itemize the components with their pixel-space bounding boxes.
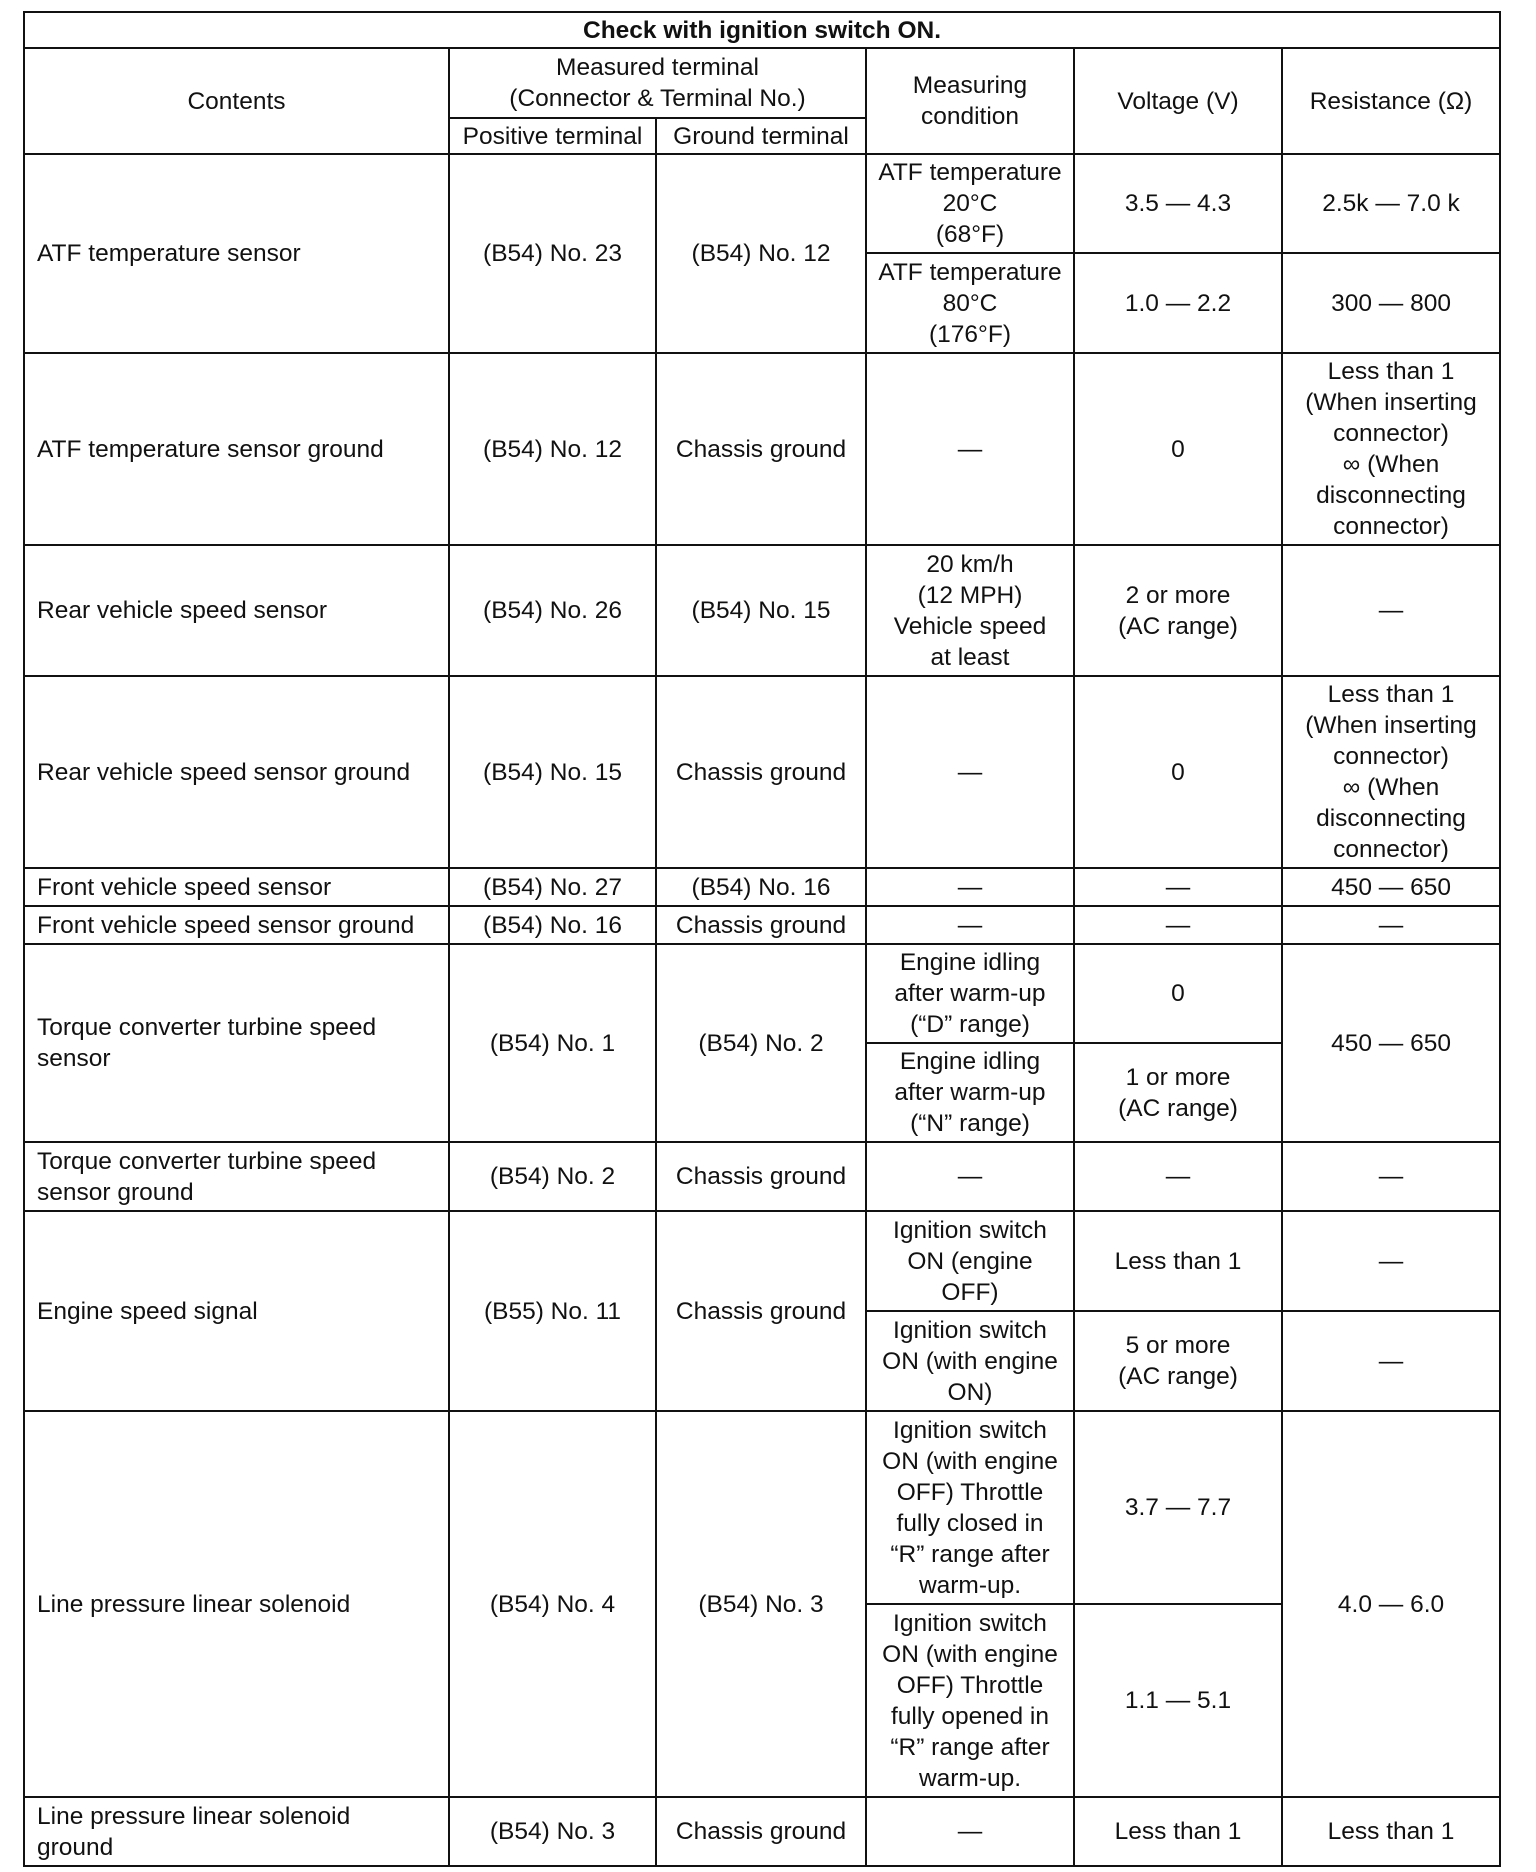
cell-ground-terminal: (B54) No. 16 bbox=[656, 868, 866, 906]
cell-condition: Ignition switch ON (engine OFF) bbox=[866, 1211, 1074, 1311]
cell-ground-terminal: Chassis ground bbox=[656, 1211, 866, 1411]
cell-condition: ATF temperature 80°C (176°F) bbox=[866, 253, 1074, 353]
cell-contents: Front vehicle speed sensor bbox=[24, 868, 449, 906]
cell-resistance: Less than 1 (When inserting connector) ∞ (When disconnecting connector) bbox=[1282, 353, 1500, 545]
cell-contents: Rear vehicle speed sensor ground bbox=[24, 676, 449, 868]
cell-resistance: — bbox=[1282, 1311, 1500, 1411]
cell-positive-terminal: (B54) No. 12 bbox=[449, 353, 656, 545]
cell-contents: Front vehicle speed sensor ground bbox=[24, 906, 449, 944]
table-row bbox=[24, 1411, 1500, 1604]
cell-condition: Ignition switch ON (with engine OFF) Throttle fully opened in “R” range after warm-up. bbox=[866, 1604, 1074, 1797]
cell-condition: ATF temperature 20°C (68°F) bbox=[866, 154, 1074, 253]
cell-voltage: Less than 1 bbox=[1074, 1797, 1282, 1866]
cell-positive-terminal: (B54) No. 23 bbox=[449, 154, 656, 353]
cell-voltage: 1.1 — 5.1 bbox=[1074, 1604, 1282, 1797]
spec-table-container bbox=[23, 11, 1499, 1867]
cell-resistance: Less than 1 bbox=[1282, 1797, 1500, 1866]
cell-condition: — bbox=[866, 868, 1074, 906]
cell-resistance: — bbox=[1282, 1211, 1500, 1311]
cell-ground-terminal: (B54) No. 12 bbox=[656, 154, 866, 353]
header-measured-terminal: Measured terminal (Connector & Terminal No.) bbox=[449, 48, 866, 118]
cell-positive-terminal: (B54) No. 27 bbox=[449, 868, 656, 906]
cell-ground-terminal: Chassis ground bbox=[656, 353, 866, 545]
table-row bbox=[24, 353, 1500, 545]
cell-voltage: — bbox=[1074, 868, 1282, 906]
cell-voltage: 5 or more (AC range) bbox=[1074, 1311, 1282, 1411]
table-row bbox=[24, 868, 1500, 906]
terminal-check-table bbox=[23, 11, 1501, 1867]
cell-contents: Torque converter turbine speed sensor bbox=[24, 944, 449, 1142]
cell-ground-terminal: Chassis ground bbox=[656, 1142, 866, 1211]
cell-contents: ATF temperature sensor bbox=[24, 154, 449, 353]
cell-ground-terminal: Chassis ground bbox=[656, 906, 866, 944]
cell-resistance: 450 — 650 bbox=[1282, 944, 1500, 1142]
table-row bbox=[24, 676, 1500, 868]
cell-voltage: 3.7 — 7.7 bbox=[1074, 1411, 1282, 1604]
header-measuring-condition: Measuring condition bbox=[866, 48, 1074, 154]
cell-voltage: 0 bbox=[1074, 676, 1282, 868]
cell-voltage: 0 bbox=[1074, 353, 1282, 545]
header-voltage: Voltage (V) bbox=[1074, 48, 1282, 154]
header-resistance: Resistance (Ω) bbox=[1282, 48, 1500, 154]
cell-voltage: 2 or more (AC range) bbox=[1074, 545, 1282, 676]
cell-positive-terminal: (B54) No. 4 bbox=[449, 1411, 656, 1797]
cell-resistance: — bbox=[1282, 545, 1500, 676]
cell-positive-terminal: (B54) No. 2 bbox=[449, 1142, 656, 1211]
cell-positive-terminal: (B55) No. 11 bbox=[449, 1211, 656, 1411]
cell-condition: — bbox=[866, 906, 1074, 944]
cell-condition: Engine idling after warm-up (“N” range) bbox=[866, 1043, 1074, 1142]
cell-contents: ATF temperature sensor ground bbox=[24, 353, 449, 545]
header-ground-terminal: Ground terminal bbox=[656, 118, 866, 154]
table-title: Check with ignition switch ON. bbox=[24, 12, 1500, 48]
cell-ground-terminal: (B54) No. 15 bbox=[656, 545, 866, 676]
title-row bbox=[24, 12, 1500, 48]
cell-resistance: 2.5k — 7.0 k bbox=[1282, 154, 1500, 253]
table-row bbox=[24, 1142, 1500, 1211]
cell-contents: Torque converter turbine speed sensor ground bbox=[24, 1142, 449, 1211]
cell-resistance: — bbox=[1282, 906, 1500, 944]
cell-positive-terminal: (B54) No. 26 bbox=[449, 545, 656, 676]
cell-voltage: — bbox=[1074, 1142, 1282, 1211]
table-row bbox=[24, 1211, 1500, 1311]
cell-ground-terminal: (B54) No. 2 bbox=[656, 944, 866, 1142]
cell-condition: — bbox=[866, 1797, 1074, 1866]
cell-voltage: 0 bbox=[1074, 944, 1282, 1043]
cell-condition: — bbox=[866, 676, 1074, 868]
table-row bbox=[24, 545, 1500, 676]
table-row bbox=[24, 944, 1500, 1043]
cell-voltage: Less than 1 bbox=[1074, 1211, 1282, 1311]
cell-condition: Engine idling after warm-up (“D” range) bbox=[866, 944, 1074, 1043]
header-contents: Contents bbox=[24, 48, 449, 154]
header-row bbox=[24, 48, 1500, 118]
cell-resistance: 300 — 800 bbox=[1282, 253, 1500, 353]
cell-voltage: 1 or more (AC range) bbox=[1074, 1043, 1282, 1142]
cell-condition: 20 km/h (12 MPH) Vehicle speed at least bbox=[866, 545, 1074, 676]
cell-contents: Line pressure linear solenoid ground bbox=[24, 1797, 449, 1866]
cell-positive-terminal: (B54) No. 3 bbox=[449, 1797, 656, 1866]
cell-contents: Engine speed signal bbox=[24, 1211, 449, 1411]
cell-contents: Rear vehicle speed sensor bbox=[24, 545, 449, 676]
cell-condition: Ignition switch ON (with engine ON) bbox=[866, 1311, 1074, 1411]
cell-voltage: 3.5 — 4.3 bbox=[1074, 154, 1282, 253]
table-row bbox=[24, 1797, 1500, 1866]
cell-condition: — bbox=[866, 353, 1074, 545]
cell-condition: Ignition switch ON (with engine OFF) Throttle fully closed in “R” range after warm-up. bbox=[866, 1411, 1074, 1604]
cell-contents: Line pressure linear solenoid bbox=[24, 1411, 449, 1797]
header-positive-terminal: Positive terminal bbox=[449, 118, 656, 154]
cell-voltage: — bbox=[1074, 906, 1282, 944]
cell-ground-terminal: (B54) No. 3 bbox=[656, 1411, 866, 1797]
cell-positive-terminal: (B54) No. 15 bbox=[449, 676, 656, 868]
cell-positive-terminal: (B54) No. 16 bbox=[449, 906, 656, 944]
cell-voltage: 1.0 — 2.2 bbox=[1074, 253, 1282, 353]
cell-resistance: Less than 1 (When inserting connector) ∞ (When disconnecting connector) bbox=[1282, 676, 1500, 868]
table-row bbox=[24, 154, 1500, 253]
cell-resistance: 450 — 650 bbox=[1282, 868, 1500, 906]
cell-resistance: 4.0 — 6.0 bbox=[1282, 1411, 1500, 1797]
cell-resistance: — bbox=[1282, 1142, 1500, 1211]
table-row bbox=[24, 906, 1500, 944]
cell-positive-terminal: (B54) No. 1 bbox=[449, 944, 656, 1142]
cell-ground-terminal: Chassis ground bbox=[656, 676, 866, 868]
cell-condition: — bbox=[866, 1142, 1074, 1211]
cell-ground-terminal: Chassis ground bbox=[656, 1797, 866, 1866]
